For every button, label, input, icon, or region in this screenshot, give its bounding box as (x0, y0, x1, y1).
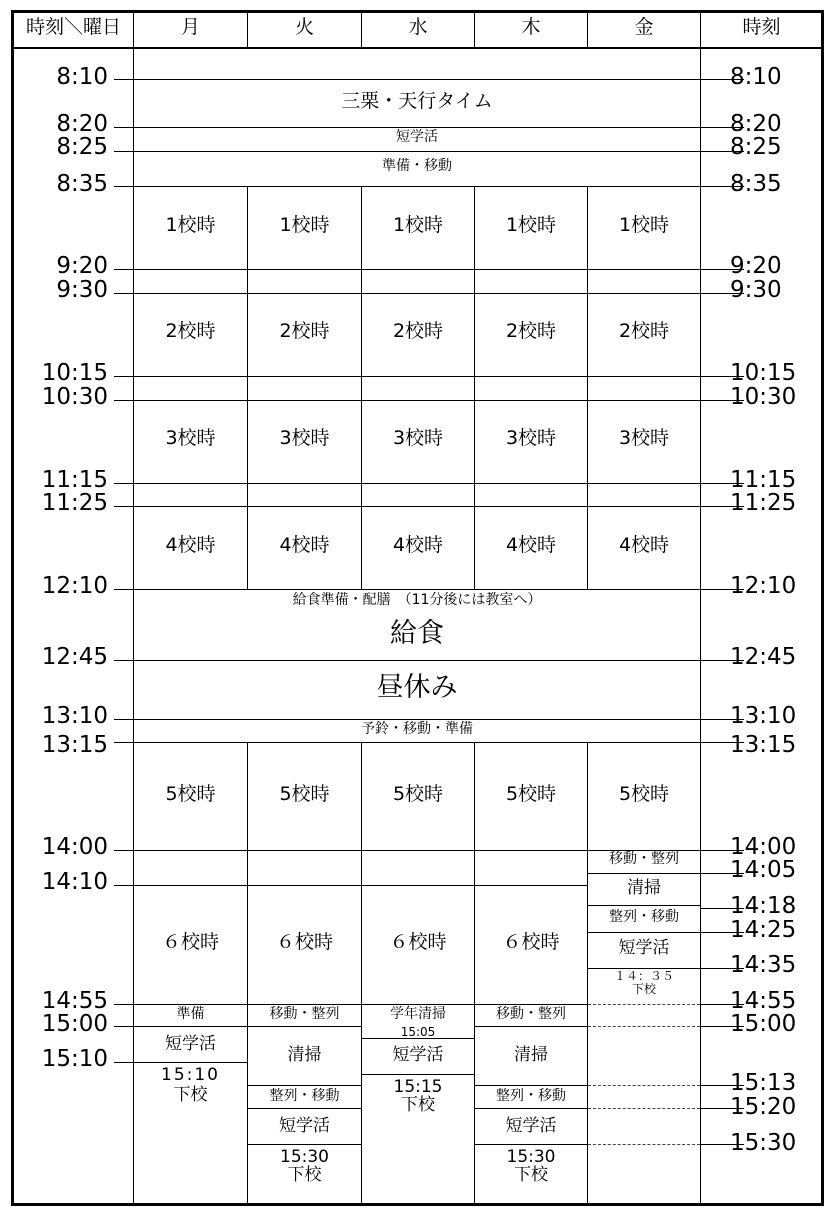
row-line (247, 1144, 361, 1145)
short-homeroom-morning: 短学活 (396, 129, 438, 145)
time-right: 14:25 (730, 917, 797, 943)
period-6-tue: ６校時 (275, 931, 333, 953)
fri-dismiss: 下校 (631, 982, 656, 996)
time-right: 15:00 (730, 1011, 797, 1037)
time-left: 12:10 (41, 573, 108, 599)
period-4-wed: 4校時 (392, 534, 444, 556)
time-right: 11:25 (730, 490, 797, 516)
prep-move: 準備・移動 (382, 158, 452, 174)
time-left: 9:20 (56, 253, 108, 279)
time-left: 14:00 (41, 834, 108, 860)
time-right: 9:30 (730, 277, 782, 303)
time-left: 13:10 (41, 703, 108, 729)
time-right: 8:10 (730, 64, 782, 90)
period-3-tue: 3校時 (279, 427, 330, 449)
period-5-fri: 5校時 (618, 783, 670, 805)
time-right: 14:35 (730, 952, 797, 978)
time-right: 15:30 (730, 1130, 797, 1156)
time-left: 8:20 (56, 111, 108, 137)
row-line (114, 269, 744, 270)
time-left: 10:15 (41, 360, 108, 386)
header-line (12, 47, 822, 49)
dashed-line (588, 1026, 700, 1027)
thu-short-homeroom: 短学活 (505, 1116, 557, 1136)
fri-cleaning: 清掃 (627, 878, 661, 898)
period-6-thu: ６校時 (502, 931, 560, 953)
period-1-wed: 1校時 (392, 214, 444, 236)
time-right: 14:55 (730, 988, 797, 1014)
row-line (114, 127, 744, 128)
thu-dismiss-time: 15:30 (506, 1147, 556, 1167)
fri-short-homeroom: 短学活 (618, 938, 670, 958)
header-day-tue: 火 (294, 16, 314, 38)
thu-line-up-move: 整列・移動 (496, 1088, 566, 1104)
period-4-tue: 4校時 (279, 534, 330, 556)
row-line (474, 1144, 588, 1145)
period-1-fri: 1校時 (618, 214, 670, 236)
period-1-tue: 1校時 (279, 214, 330, 236)
row-line (247, 1108, 361, 1109)
period-1-mon: 1校時 (165, 214, 216, 236)
dashed-line (588, 1004, 700, 1005)
row-line (114, 79, 744, 80)
row-line (114, 742, 744, 743)
period-3-mon: 3校時 (165, 427, 216, 449)
time-left: 9:30 (56, 277, 108, 303)
row-line (474, 1085, 588, 1086)
tue-move-line-up: 移動・整列 (269, 1006, 340, 1022)
period-2-tue: 2校時 (279, 320, 330, 342)
time-left: 8:35 (56, 171, 108, 197)
period-1-thu: 1校時 (505, 214, 557, 236)
morning-time: 三栗・天行タイム (341, 90, 493, 112)
header-day-mon: 月 (180, 16, 200, 38)
row-line (114, 293, 744, 294)
time-left: 10:30 (41, 384, 108, 410)
time-left: 12:45 (41, 644, 108, 670)
row-line (114, 660, 744, 661)
time-right: 13:10 (730, 703, 797, 729)
period-4-fri: 4校時 (618, 534, 670, 556)
period-6-mon: ６校時 (161, 931, 219, 953)
period-5-thu: 5校時 (505, 783, 557, 805)
dashed-line (588, 1144, 700, 1145)
mon-dismiss-time: 15:10 (161, 1065, 220, 1085)
day-line (361, 186, 362, 590)
period-5-mon: 5校時 (165, 783, 216, 805)
time-left: 8:25 (56, 134, 108, 160)
row-line (114, 589, 744, 590)
period-6-wed: ６校時 (389, 931, 447, 953)
row-line (587, 905, 701, 906)
header-corner: 時刻＼曜日 (25, 16, 121, 38)
wed-dismiss: 下校 (401, 1095, 435, 1115)
tick-line (114, 1026, 134, 1027)
period-5-tue: 5校時 (279, 783, 330, 805)
period-3-thu: 3校時 (505, 427, 557, 449)
row-line (114, 186, 744, 187)
row-line (361, 1074, 475, 1075)
time-right: 12:45 (730, 644, 797, 670)
time-left: 14:55 (41, 988, 108, 1014)
header-day-thu: 木 (521, 16, 541, 38)
time-left: 15:00 (41, 1011, 108, 1037)
time-right: 14:05 (730, 857, 797, 883)
row-line (474, 1026, 588, 1027)
bell-move-prep: 予鈴・移動・準備 (361, 721, 473, 737)
period-3-fri: 3校時 (618, 427, 670, 449)
time-left: 14:10 (41, 869, 108, 895)
row-line (587, 873, 744, 874)
row-line (114, 376, 744, 377)
tue-short-homeroom: 短学活 (279, 1116, 330, 1136)
mon-prep: 準備 (176, 1006, 205, 1022)
time-left: 11:25 (41, 490, 108, 516)
tue-line-up-move: 整列・移動 (269, 1088, 340, 1104)
period-2-mon: 2校時 (165, 320, 216, 342)
period-4-thu: 4校時 (505, 534, 557, 556)
dashed-line (588, 1085, 700, 1086)
row-line (587, 932, 744, 933)
fri-move-line-up: 移動・整列 (609, 851, 679, 867)
time-left: 11:15 (41, 467, 108, 493)
time-right: 13:15 (730, 732, 797, 758)
row-line (474, 1108, 588, 1109)
period-2-fri: 2校時 (618, 320, 670, 342)
time-right: 12:10 (730, 573, 797, 599)
time-right: 10:15 (730, 360, 797, 386)
fri-line-up-move: 整列・移動 (609, 909, 679, 925)
mon-short-homeroom: 短学活 (165, 1034, 216, 1054)
row-line (114, 506, 744, 507)
thu-cleaning: 清掃 (514, 1045, 548, 1065)
wed-short-homeroom: 短学活 (392, 1045, 444, 1065)
row-line (114, 151, 744, 152)
day-line (587, 186, 588, 590)
time-right: 15:20 (730, 1094, 797, 1120)
time-right: 10:30 (730, 384, 797, 410)
lunch: 給食 (390, 618, 444, 649)
wed-grade-cleaning: 学年清掃 (390, 1006, 446, 1022)
period-2-wed: 2校時 (392, 320, 444, 342)
row-line (114, 400, 744, 401)
time-right: 11:15 (730, 467, 797, 493)
time-left: 15:10 (41, 1046, 108, 1072)
thu-dismiss: 下校 (514, 1165, 548, 1185)
fri-dismiss-time: １４：３５ (613, 969, 674, 983)
row-line (114, 483, 744, 484)
wed-time-1505: 15:05 (400, 1025, 436, 1039)
header-day-wed: 水 (408, 16, 428, 38)
day-line (247, 186, 248, 590)
lunch-prep: 給食準備・配膳 （11分後には教室へ） (292, 592, 542, 608)
day-line (474, 186, 475, 590)
day-line (361, 742, 362, 1204)
row-line (133, 1026, 361, 1027)
period-3-wed: 3校時 (392, 427, 444, 449)
period-5-wed: 5校時 (392, 783, 444, 805)
tue-dismiss: 下校 (287, 1165, 322, 1185)
row-line (114, 1062, 248, 1063)
row-line (114, 1004, 588, 1005)
header-day-fri: 金 (634, 16, 654, 38)
dashed-line (588, 1108, 700, 1109)
time-right: 14:18 (730, 893, 797, 919)
time-left: 13:15 (41, 732, 108, 758)
tue-cleaning: 清掃 (287, 1045, 322, 1065)
wed-dismiss-time: 15:15 (393, 1077, 443, 1097)
time-right: 15:13 (730, 1070, 797, 1096)
time-right: 14:00 (730, 834, 797, 860)
mon-dismiss: 下校 (173, 1085, 208, 1105)
period-4-mon: 4校時 (165, 534, 216, 556)
time-right: 8:20 (730, 111, 782, 137)
row-line (114, 885, 588, 886)
time-right: 8:35 (730, 171, 782, 197)
period-2-thu: 2校時 (505, 320, 557, 342)
thu-move-line-up: 移動・整列 (496, 1006, 566, 1022)
tue-dismiss-time: 15:30 (280, 1147, 329, 1167)
row-line (247, 1085, 361, 1086)
time-right: 8:25 (730, 134, 782, 160)
row-line (114, 719, 744, 720)
header-time: 時刻 (742, 16, 781, 38)
time-left: 8:10 (56, 64, 108, 90)
time-right: 9:20 (730, 253, 782, 279)
lunch-break: 昼休み (376, 672, 458, 703)
